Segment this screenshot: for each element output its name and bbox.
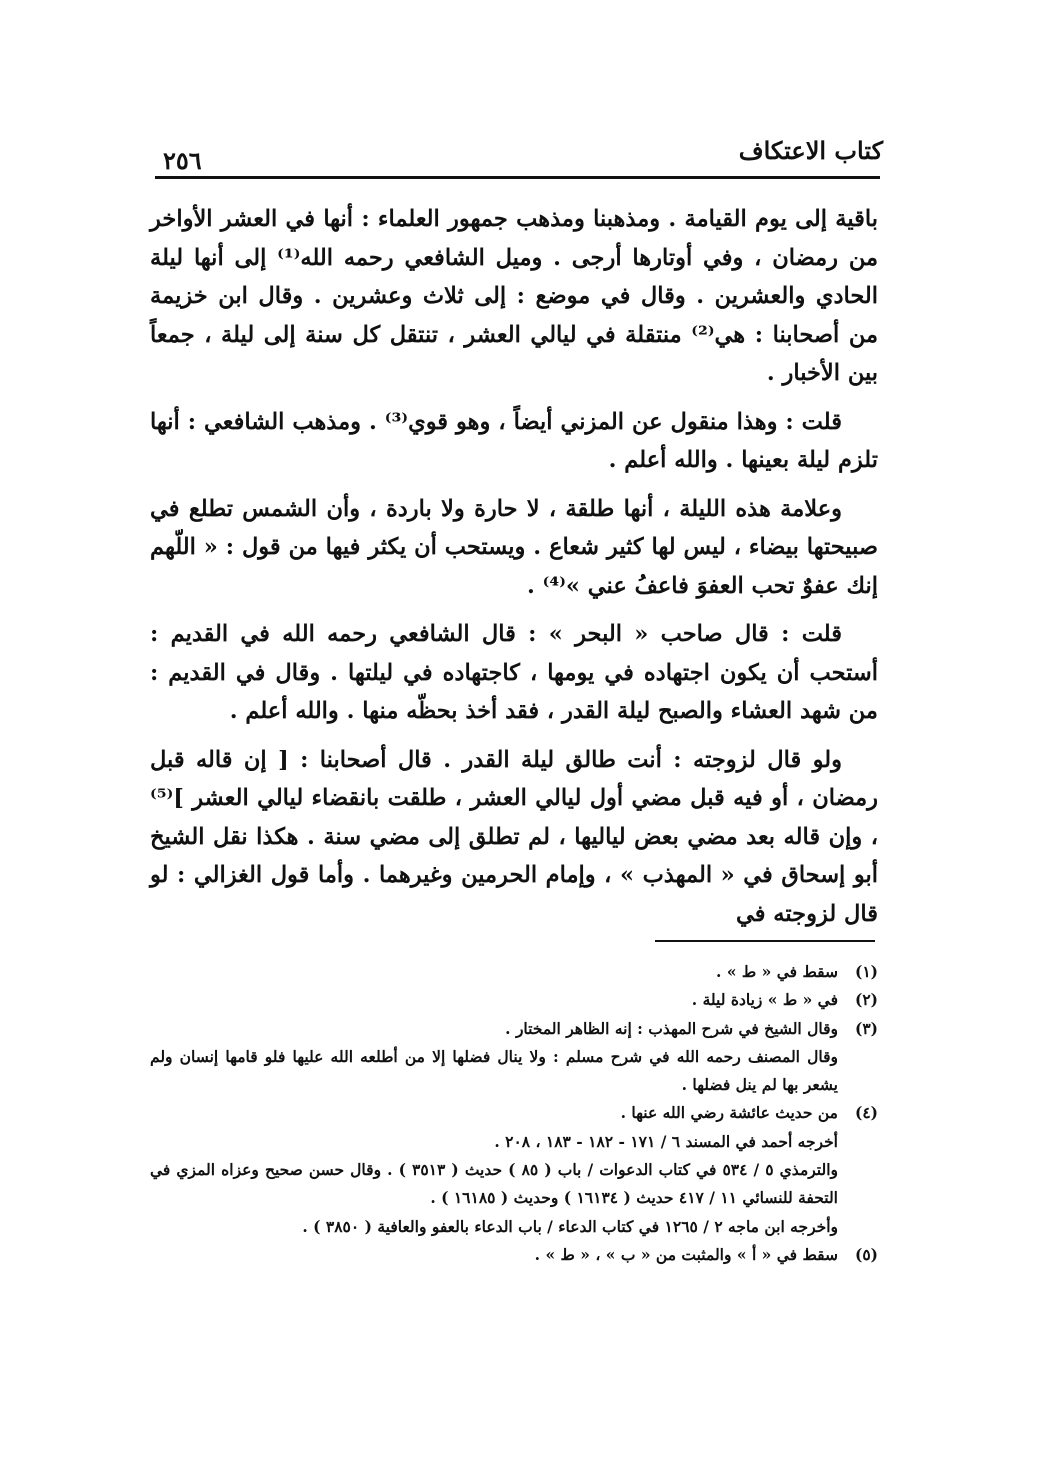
footnote-line: وقال المصنف رحمه الله في شرح مسلم : ولا ينال فضلها إلا من أطلعه الله عليها فلو قامها إنسان ولم يشعر بها لم ينل فضلها . (150, 1046, 838, 1095)
footnote-text (150, 1099, 838, 1240)
footnote-text (150, 958, 838, 986)
paragraph: ولو قال لزوجته : أنت طالق ليلة القدر . قال أصحابنا : [ إن قاله قبل رمضان ، أو فيه قبل مضي أول ليالي العشر ، طلقت بانقضاء ليالي العشر ]⁽⁵⁾ ، وإن قاله بعد مضي بعض لياليها ، لم تطلق إلى مضي سنة . هكذا نقل الشيخ أبو إسحاق في « المهذب » ، وإمام الحرمين وغيرهما . وأما قول الغزالي : لو قال لزوجته في (150, 746, 878, 927)
footnote-number: (٢) (854, 990, 878, 1010)
paragraph: قلت : وهذا منقول عن المزني أيضاً ، وهو قوي⁽³⁾ . ومذهب الشافعي : أنها تلزم ليلة بعينها . والله أعلم . (150, 408, 878, 473)
footnote-number: (٣) (854, 1018, 878, 1038)
footnote-separator (655, 940, 875, 942)
footnote (150, 958, 878, 986)
footnote (150, 1099, 878, 1240)
paragraph: وعلامة هذه الليلة ، أنها طلقة ، لا حارة ولا باردة ، وأن الشمس تطلع في صبيحتها بيضاء ، ليس لها كثير شعاع . ويستحب أن يكثر فيها من قول : « اللّهم إنك عفوٌ تحب العفوَ فاعفُ عني »⁽⁴⁾ . (150, 495, 878, 599)
header-rule (155, 176, 880, 179)
footnote (150, 1015, 878, 1100)
footnote (150, 986, 878, 1014)
footnote-line: وأخرجه ابن ماجه ٢ / ١٢٦٥ في كتاب الدعاء / باب الدعاء بالعفو والعافية ( ٣٨٥٠ ) . (302, 1216, 838, 1236)
footnote-number: (١) (854, 962, 878, 981)
footnote-line: في « ط » زيادة ليلة . (691, 990, 838, 1010)
footnote-line: من حديث عائشة رضي الله عنها . (620, 1103, 838, 1123)
page-header (155, 128, 883, 178)
footnote-line: أخرجه أحمد في المسند ٦ / ١٧١ - ١٨٢ - ١٨٣ ، ٢٠٨ . (494, 1131, 838, 1151)
footnote-line: سقط في « ط » . (716, 962, 838, 981)
footnote-number: (٤) (854, 1103, 878, 1123)
footnote-text (150, 1015, 838, 1100)
footnote (150, 1241, 878, 1269)
running-title: كتاب الاعتكاف (738, 136, 883, 165)
paragraph: باقية إلى يوم القيامة . ومذهبنا ومذهب جمهور العلماء : أنها في العشر الأواخر من رمضان ، وفي أوتارها أرجى . وميل الشافعي رحمه الله⁽¹⁾ إلى أنها ليلة الحادي والعشرين . وقال في موضع : إلى ثلاث وعشرين . وقال ابن خزيمة من أصحابنا : هي⁽²⁾ منتقلة في ليالي العشر ، تنتقل كل سنة إلى ليلة ، جمعاً بين الأخبار . (150, 206, 878, 386)
page-number: ٢٥٦ (163, 146, 202, 175)
main-text (150, 200, 878, 943)
footnotes (150, 958, 878, 1269)
footnote-line: وقال الشيخ في شرح المهذب : إنه الظاهر المختار . (505, 1018, 838, 1038)
footnote-line: سقط في « أ » والمثبت من « ب » ، « ط » . (534, 1244, 838, 1264)
footnote-text (150, 1241, 838, 1269)
footnote-number: (٥) (854, 1244, 878, 1264)
footnote-line: والترمذي ٥ / ٥٣٤ في كتاب الدعوات / باب ( ٨٥ ) حديث ( ٣٥١٣ ) . وقال حسن صحيح وعزاه المزي في التحفة للنسائي ١١ / ٤١٧ حديث ( ١٦١٣٤ ) وحديث ( ١٦١٨٥ ) . (150, 1160, 838, 1208)
footnote-text (150, 986, 838, 1014)
paragraph: قلت : قال صاحب « البحر » : قال الشافعي رحمه الله في القديم : أستحب أن يكون اجتهاده في يومها ، كاجتهاده في ليلتها . وقال في القديم : من شهد العشاء والصبح ليلة القدر ، فقد أخذ بحظّه منها . والله أعلم . (150, 621, 878, 724)
